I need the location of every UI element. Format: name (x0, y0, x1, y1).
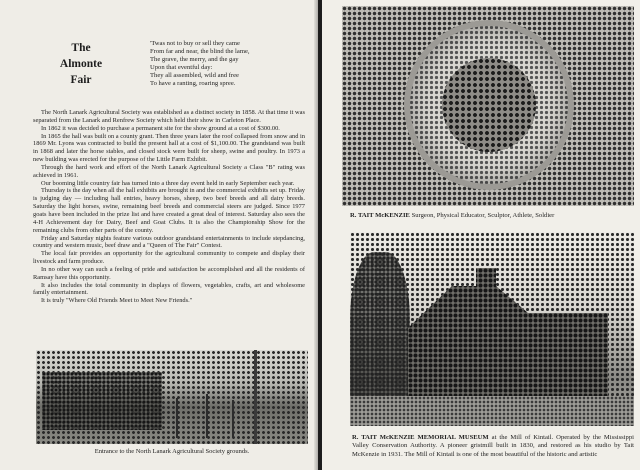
paragraph: The local fair provides an opportunity for the agricultural community to compete and display their livestock and farm produce. (33, 250, 305, 266)
caption-name: R. TAIT McKENZIE MEMORIAL MUSEUM (352, 434, 489, 441)
title-line: Fair (70, 74, 92, 86)
fence-post (206, 394, 208, 438)
caption-text: at the Mill of Kintail. Operated by the Mississippi Valley Conservation Authority. A pioneer gristmill built in 1830, and restored as his studio by Tait McKenzie in 1931. The Mill of Kintail is one of the most beautiful of the historic and artistic (352, 434, 634, 458)
poem-line: Upon that eventful day: (150, 64, 213, 72)
paragraph: Thursday is the day when all the hall exhibits are brought in and the commercial exhibits set up. Friday is judging day — including hall entries, heavy horses, sheep, two beef breeds and all dairy breeds. Saturday the light horses, swine, remaining beef breeds and commercial steers are judged. Since 1977 goats have been included in the prize list and have created a great deal of interest. Saturday also sees the 4-H Achievement day for Dairy, Beef and Goat Clubs. It is also the Championship Show for the remaining clubs from other parts of the county. (33, 187, 305, 234)
fence-post (176, 398, 178, 438)
photo-caption: Entrance to the North Lanark Agricultural Society grounds. (94, 448, 250, 455)
poem-line: The grave, the merry, and the gay (150, 56, 239, 64)
poem-line: They all assembled, wild and free (150, 72, 239, 80)
paragraph: In 1865 the hall was built on a county grant. Then three years later the roof collapsed from snow and in 1869 Mr. Lyons was contracted to build the present hall at a cost of $1,100.00. The grandstand was built in 1868 and later the horse stables, and closed stock were built for sheep, swine and poultry. In 1973 a new building was erected for the purpose of the Little Farm Exhibit. (33, 132, 305, 164)
title-line: Almonte (59, 58, 103, 70)
utility-pole (254, 350, 257, 444)
title-line: The (71, 42, 91, 54)
medallion-relief (442, 58, 536, 152)
poem-line: To have a ranting, roaring spree. (150, 80, 236, 88)
article-title (46, 40, 116, 88)
left-page (0, 0, 318, 470)
fairground-entrance-photo (36, 350, 308, 444)
poem (150, 40, 310, 89)
paragraph: Friday and Saturday nights feature various outdoor grandstand entertainments to include stepdancing, country and western music, beef draw and a "Queen of The Fair" Contest. (33, 234, 305, 250)
paragraph: It is truly "Where Old Friends Meet to Meet New Friends." (41, 297, 193, 305)
medallion-caption (350, 212, 632, 220)
right-page (322, 0, 640, 470)
paragraph: In no other way can such a feeling of pride and satisfaction be accomplished and all the residents of Ramsay have this opportunity. (33, 265, 305, 281)
paragraph: It also includes the total community in displays of flowers, vegetables, crafts, art and wholesome family entertainment. (33, 281, 305, 297)
medallion (404, 20, 574, 190)
paragraph: Our booming little country fair has turned into a three day event held in early September each year. (41, 179, 295, 187)
caption-name: R. TAIT McKENZIE (350, 212, 410, 219)
shed-shape (42, 372, 162, 430)
fence-post (232, 400, 234, 438)
museum-caption (352, 434, 634, 459)
poem-line: 'Twas not to buy or sell they came (150, 40, 240, 47)
paragraph: Through the hard work and effort of the North Lanark Agricultural Society a Class "B" rating was achieved in 1961. (33, 163, 305, 179)
ground-shape (350, 396, 634, 426)
paragraph: In 1862 it was decided to purchase a permanent site for the show ground at a cost of $300.00. (41, 124, 280, 132)
article-body (33, 109, 305, 305)
museum-photo (350, 232, 634, 426)
caption-text: Surgeon, Physical Educator, Sculptor, Athlete, Soldier (411, 212, 555, 219)
medallion-photo (342, 6, 634, 206)
poem-line: From far and near, the blind the lame, (150, 48, 250, 56)
paragraph: The North Lanark Agricultural Society was established as a distinct society in 1858. At that time it was separated from the Lanark and Renfrew Society which held their show in Carleton Place. (33, 109, 305, 124)
